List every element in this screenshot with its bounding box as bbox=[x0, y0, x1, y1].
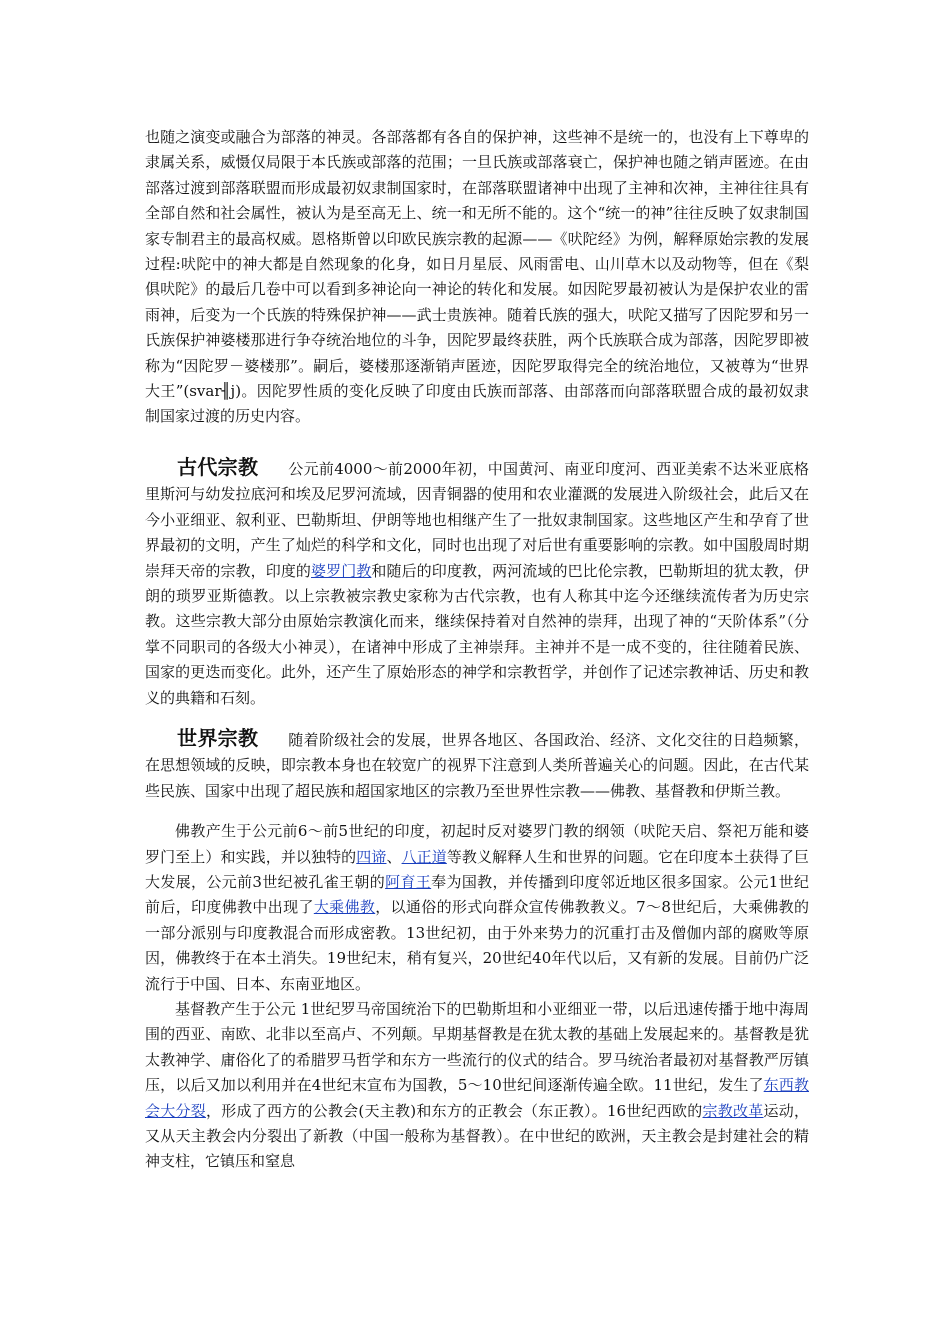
link-reformation[interactable]: 宗教改革 bbox=[702, 1101, 764, 1120]
buddhism-text-1: 佛教产生于公元前6～前5世纪的印度，初起时反对婆罗门教的纲领（吠陀天启、祭祀万能和婆罗门至上）和实践，并以独特的 bbox=[145, 822, 809, 866]
section-title-world: 世界宗教 bbox=[177, 725, 259, 750]
world-text: 随着阶级社会的发展，世界各地区、各国政治、经济、文化交往的日趋频繁，在思想领域的反映，即宗教本身也在较宽广的视界下注意到人类所普遍关心的问题。因此，在古代某些民族、国家中出现了超民族和超国家地区的宗教乃至世界性宗教——佛教、基督教和伊斯兰教。 bbox=[145, 730, 809, 800]
christianity-text-1: 基督教产生于公元 1世纪罗马帝国统治下的巴勒斯坦和小亚细亚一带，以后迅速传播于地中海周围的西亚、南欧、北非以至高卢、不列颠。早期基督教是在犹太教的基础上发展起来的。基督教是犹太教神学、庸俗化了的希腊罗马哲学和东方一些流行的仪式的结合。罗马统治者最初对基督教严厉镇压，以后又加以利用并在4世纪末宣布为国教，5～10世纪间逐渐传遍全欧。11世纪，发生了 bbox=[145, 1000, 809, 1095]
buddhism-text-3: 等教义解释人生和世界的问题。它在印度本土获得了巨大发展，公元前3世纪被孔雀王朝的 bbox=[145, 847, 809, 891]
ancient-text-1: 公元前4000～前2000年初，中国黄河、南亚印度河、西亚美索不达米亚底格里斯河与幼发拉底河和埃及尼罗河流域，因青铜器的使用和农业灌溉的发展进入阶级社会，此后又在今小亚细亚、叙利亚、巴勒斯坦、伊朗等地也相继产生了一批奴隶制国家。这些地区产生和孕育了世界最初的文明，产生了灿烂的科学和文化，同时也出现了对后世有重要影响的宗教。如中国殷周时期崇拜天帝的宗教，印度的 bbox=[145, 459, 810, 580]
buddhism-text-4: 奉为国教，并传播到印度邻近地区很多国家。公元1世纪前后，印度佛教中出现了 bbox=[145, 872, 809, 917]
document-page bbox=[145, 125, 809, 1175]
ancient-text-2: 和随后的印度教，两河流域的巴比伦宗教，巴勒斯坦的犹太教，伊朗的琐罗亚斯德教。以上宗教被宗教史家称为古代宗教，也有人称其中迄今还继续流传者为历史宗教。这些宗教大部分由原始宗教演化而来，继续保持着对自然神的崇拜，出现了神的“天阶体系”（分掌不同职司的各级大小神灵），在诸神中形成了主神崇拜。主神并不是一成不变的，往往随着民族、国家的更迭而变化。此外，还产生了原始形态的神学和宗教哲学，并创作了记述宗教神话、历史和教义的典籍和石刻。 bbox=[145, 561, 809, 707]
section-world-religion bbox=[145, 726, 809, 804]
link-four-noble-truths[interactable]: 四谛 bbox=[356, 847, 387, 866]
section-title-ancient: 古代宗教 bbox=[177, 454, 259, 479]
christianity-text-2: ，形成了西方的公教会(天主教)和东方的正教会（东正教）。16世纪西欧的 bbox=[205, 1101, 703, 1120]
link-brahmanism[interactable]: 婆罗门教 bbox=[311, 561, 372, 580]
paragraph-buddhism bbox=[145, 819, 809, 997]
christianity-text-3: 运动，又从天主教会内分裂出了新教（中国一般称为基督教）。在中世纪的欧洲，天主教会是封建社会的精神支柱，它镇压和窒息 bbox=[145, 1101, 809, 1171]
link-eightfold-path[interactable]: 八正道 bbox=[401, 847, 447, 866]
paragraph-primitive-religion: 也随之演变或融合为部落的神灵。各部落都有各自的保护神，这些神不是统一的，也没有上下尊卑的隶属关系，威慑仅局限于本氏族或部落的范围；一旦氏族或部落衰亡，保护神也随之销声匿迹。在由部落过渡到部落联盟而形成最初奴隶制国家时，在部落联盟诸神中出现了主神和次神，主神往往具有全部自然和社会属性，被认为是至高无上、统一和无所不能的。这个“统一的神”往往反映了奴隶制国家专制君主的最高权威。恩格斯曾以印欧民族宗教的起源——《吠陀经》为例，解释原始宗教的发展过程:吠陀中的神大都是自然现象的化身，如日月星辰、风雨雷电、山川草木以及动物等，但在《梨俱吠陀》的最后几卷中可以看到多神论向一神论的转化和发展。如因陀罗最初被认为是保护农业的雷雨神，后变为一个氏族的特殊保护神——武士贵族神。随着氏族的强大，吠陀又描写了因陀罗和另一氏族保护神婆楼那进行争夺统治地位的斗争，因陀罗最终获胜，两个氏族联合成为部落，因陀罗即被称为“因陀罗－婆楼那”。嗣后，婆楼那逐渐销声匿迹，因陀罗取得完全的统治地位，又被尊为“世界大王”(svar╢j)。因陀罗性质的变化反映了印度由氏族而部落、由部落而向部落联盟合成的最初奴隶制国家过渡的历史内容。 bbox=[145, 128, 809, 426]
link-great-schism[interactable]: 东西教会大分裂 bbox=[145, 1076, 809, 1120]
link-mahayana[interactable]: 大乘佛教 bbox=[313, 898, 376, 917]
link-ashoka[interactable]: 阿育王 bbox=[385, 872, 432, 891]
paragraph-christianity bbox=[145, 997, 809, 1175]
buddhism-text-2: 、 bbox=[386, 847, 402, 866]
section-ancient-religion bbox=[145, 455, 809, 711]
buddhism-text-5: ，以通俗的形式向群众宣传佛教教义。7～8世纪后，大乘佛教的一部分派别与印度教混合而形成密教。13世纪初，由于外来势力的沉重打击及僧伽内部的腐败等原因，佛教终于在本土消失。19世纪末，稍有复兴，20世纪40年代以后，又有新的发展。目前仍广泛流行于中国、日本、东南亚地区。 bbox=[145, 898, 809, 993]
